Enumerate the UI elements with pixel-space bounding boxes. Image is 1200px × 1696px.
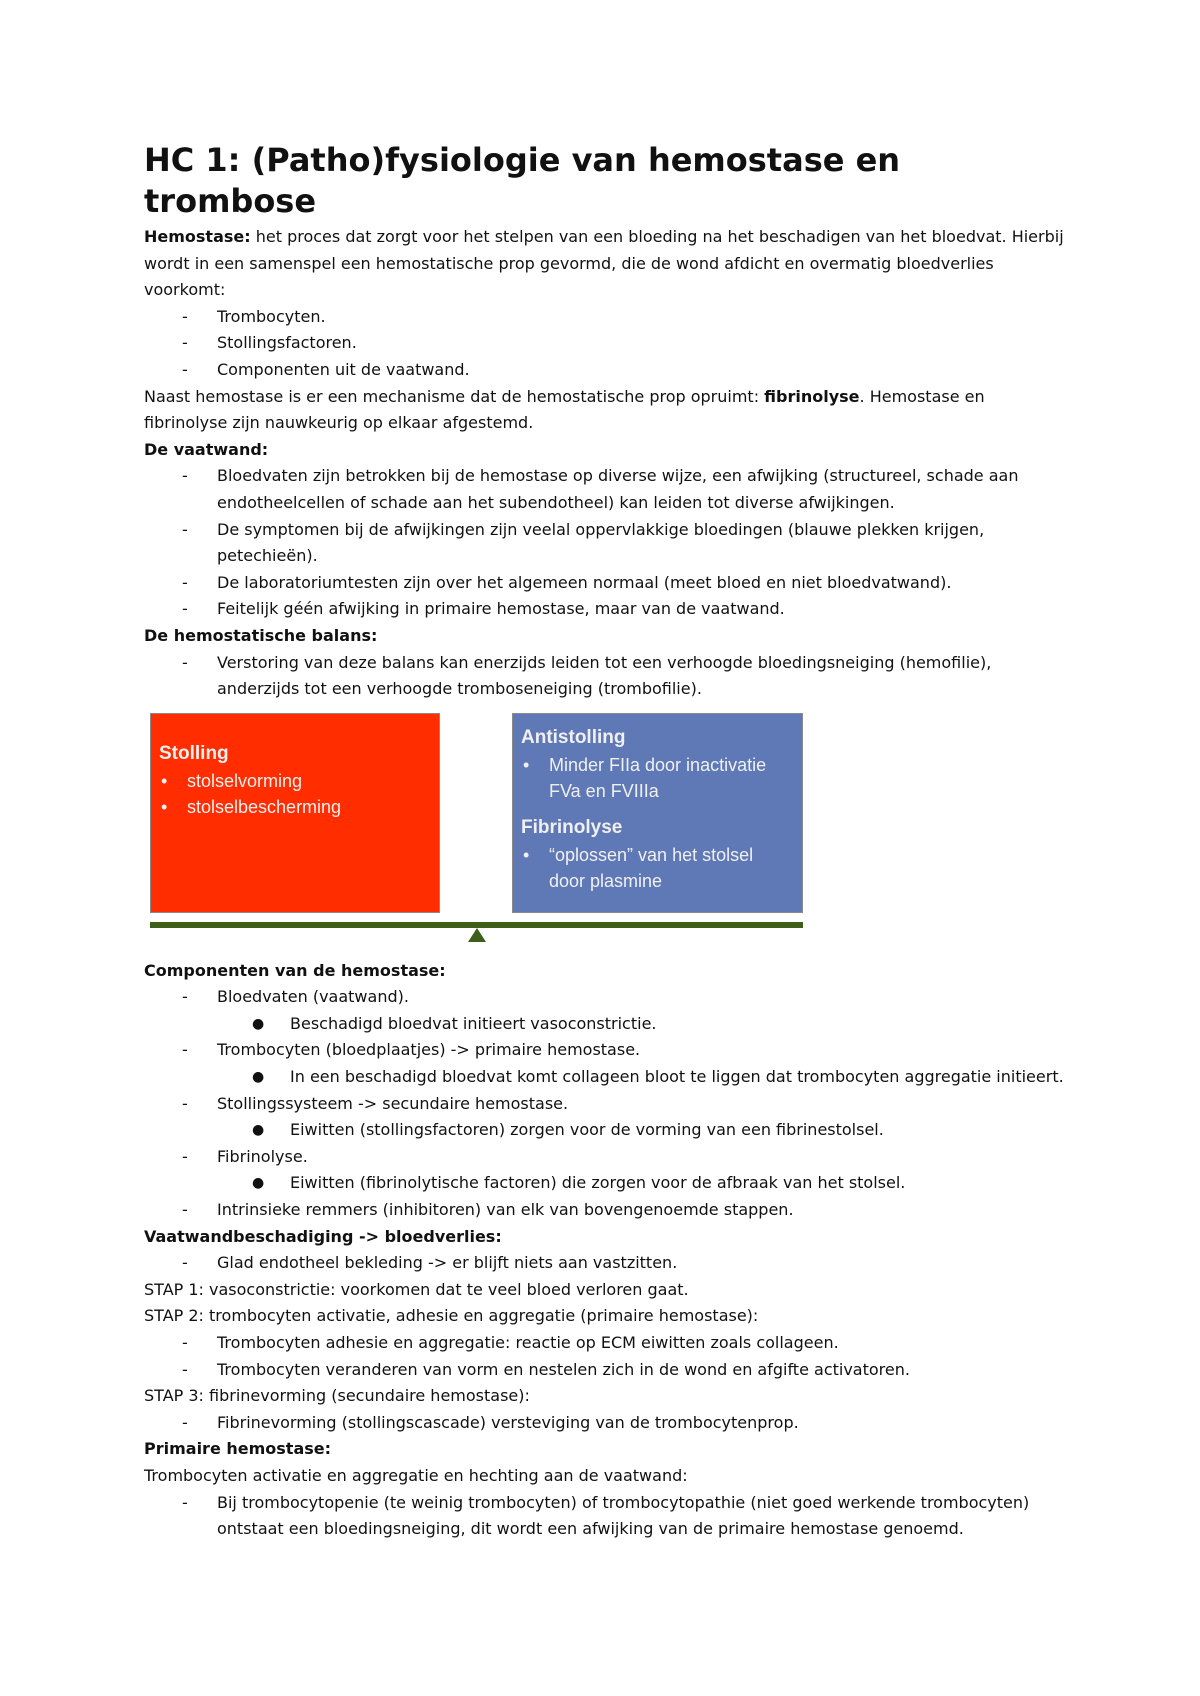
- balance-fulcrum-icon: [468, 928, 486, 942]
- list-item: - Bij trombocytopenie (te weinig trombocyten) of trombocytopathie (niet goed werkende trombocyten) ontstaat een bloedingsneiging, dit wordt een afwijking van de primaire hemostase genoemd.: [182, 1492, 1030, 1539]
- list-item-text: Fibrinevorming (stollingscascade) versteviging van de trombocytenprop.: [217, 1412, 799, 1432]
- sub-list-item: ● Eiwitten (stollingsfactoren) zorgen voor de vorming van een fibrinestolsel.: [252, 1120, 884, 1140]
- document-body: [144, 140, 1064, 1543]
- fibrinolysis-post: . Hemostase en fibrinolyse zijn nauwkeurig op elkaar afgestemd.: [144, 386, 985, 433]
- intro-paragraph: [144, 224, 1064, 304]
- section-heading-balans: De hemostatische balans:: [144, 625, 378, 645]
- stap-1: STAP 1: vasoconstrictie: voorkomen dat te veel bloed verloren gaat.: [144, 1279, 689, 1299]
- section-heading-vaatwand: De vaatwand:: [144, 439, 269, 459]
- stolling-bullet: • stolselvorming: [161, 770, 303, 791]
- fibrinolysis-term: fibrinolyse: [764, 386, 860, 406]
- list-item-text: Trombocyten adhesie en aggregatie: reactie op ECM eiwitten zoals collageen.: [217, 1333, 839, 1352]
- list-item: - Bloedvaten zijn betrokken bij de hemostase op diverse wijze, een afwijking (structureel, schade aan endotheelcellen of schade aan het subendotheel) kan leiden tot diverse afwijkingen.: [182, 466, 1019, 512]
- list-item-text: Verstoring van deze balans kan enerzijds leiden tot een verhoogde bloedingsneiging (hemofilie), anderzijds tot een verhoogde tromboseneiging (trombofilie).: [217, 652, 992, 699]
- list-item-text: Bloedvaten zijn betrokken bij de hemostase op diverse wijze, een afwijking (structureel, schade aan endotheelcellen of schade aan het subendotheel) kan leiden tot diverse afwijkingen.: [217, 466, 1019, 512]
- list-item: - Componenten uit de vaatwand.: [182, 359, 470, 379]
- list-item-text: Trombocyten (bloedplaatjes) -> primaire hemostase.: [217, 1040, 641, 1060]
- list-item: - De symptomen bij de afwijkingen zijn veelal oppervlakkige bloedingen (blauwe plekken krijgen, petechieën).: [182, 519, 985, 566]
- list-item-text: Fibrinolyse.: [217, 1146, 308, 1166]
- list-item-text: De laboratoriumtesten zijn over het algemeen normaal (meet bloed en niet bloedvatwand).: [217, 572, 952, 592]
- list-item: - Verstoring van deze balans kan enerzijds leiden tot een verhoogde bloedingsneiging (hemofilie), anderzijds tot een verhoogde tromboseneiging (trombofilie).: [182, 652, 992, 699]
- fibrinolysis-pre: Naast hemostase is er een mechanisme dat de hemostatische prop opruimt:: [144, 386, 765, 406]
- list-item: - Trombocyten.: [182, 306, 326, 326]
- list-item: - Trombocyten adhesie en aggregatie: reactie op ECM eiwitten zoals collageen.: [182, 1333, 839, 1352]
- stolling-heading: Stolling: [159, 742, 229, 764]
- list-item-text: Feitelijk géén afwijking in primaire hemostase, maar van de vaatwand.: [217, 599, 785, 619]
- list-item-text: Glad endotheel bekleding -> er blijft niets aan vastzitten.: [217, 1253, 678, 1273]
- list-item: - Feitelijk géén afwijking in primaire hemostase, maar van de vaatwand.: [182, 599, 785, 619]
- sub-list-item: ● In een beschadigd bloedvat komt collageen bloot te liggen dat trombocyten aggregatie initieert.: [252, 1067, 1064, 1087]
- sub-list-item: ● Beschadigd bloedvat initieert vasoconstrictie.: [252, 1013, 657, 1033]
- list-item: - De laboratoriumtesten zijn over het algemeen normaal (meet bloed en niet bloedvatwand).: [182, 572, 952, 592]
- sub-list-item-text: Beschadigd bloedvat initieert vasoconstrictie.: [290, 1013, 657, 1033]
- fibrinolyse-heading: Fibrinolyse: [521, 816, 623, 838]
- section-heading-primaire: Primaire hemostase:: [144, 1439, 332, 1459]
- stolling-box: [150, 713, 440, 913]
- list-item-text: De symptomen bij de afwijkingen zijn veelal oppervlakkige bloedingen (blauwe plekken krijgen, petechieën).: [217, 519, 985, 566]
- sub-list-item: ● Eiwitten (fibrinolytische factoren) die zorgen voor de afbraak van het stolsel.: [252, 1173, 906, 1193]
- list-item-text: Stollingsfactoren.: [217, 333, 357, 353]
- hemostatic-balance-diagram: [144, 709, 1064, 954]
- intro-term: Hemostase:: [144, 227, 251, 246]
- antistolling-box: [512, 713, 803, 913]
- stolling-bullet-text: stolselbescherming: [187, 796, 342, 817]
- fibrinolyse-bullet: • “oplossen” van het stolsel door plasmine: [523, 844, 754, 891]
- sub-list-item-text: Eiwitten (fibrinolytische factoren) die zorgen voor de afbraak van het stolsel.: [290, 1173, 906, 1193]
- sub-list-item-text: Eiwitten (stollingsfactoren) zorgen voor de vorming van een fibrinestolsel.: [290, 1120, 884, 1140]
- list-item: - Glad endotheel bekleding -> er blijft niets aan vastzitten.: [182, 1253, 678, 1273]
- list-item: - Fibrinolyse.: [182, 1146, 308, 1166]
- stap-3: STAP 3: fibrinevorming (secundaire hemostase):: [144, 1386, 530, 1406]
- section-heading-componenten: Componenten van de hemostase:: [144, 960, 446, 980]
- fibrinolyse-bullet-text: “oplossen” van het stolsel door plasmine: [549, 844, 754, 891]
- list-item: - Stollingssysteem -> secundaire hemostase.: [182, 1093, 569, 1113]
- page-title: HC 1: (Patho)fysiologie van hemostase en trombose: [144, 141, 901, 220]
- stolling-bullet: • stolselbescherming: [161, 796, 342, 817]
- list-item: - Trombocyten (bloedplaatjes) -> primaire hemostase.: [182, 1040, 641, 1060]
- list-item-text: Trombocyten.: [217, 306, 326, 326]
- list-item: - Intrinsieke remmers (inhibitoren) van elk van bovengenoemde stappen.: [182, 1200, 794, 1220]
- list-item-text: Bij trombocytopenie (te weinig trombocyten) of trombocytopathie (niet goed werkende trombocyten) ontstaat een bloedingsneiging, dit wordt een afwijking van de primaire hemostase genoemd.: [217, 1492, 1030, 1539]
- sub-list-item-text: In een beschadigd bloedvat komt collageen bloot te liggen dat trombocyten aggregatie initieert.: [290, 1067, 1064, 1087]
- stolling-bullet-text: stolselvorming: [187, 770, 303, 791]
- list-item-text: Stollingssysteem -> secundaire hemostase.: [217, 1093, 569, 1113]
- list-item: - Bloedvaten (vaatwand).: [182, 987, 409, 1007]
- antistolling-bullet-text: Minder FIIa door inactivatie FVa en FVIIIa: [549, 754, 767, 801]
- list-item-text: Intrinsieke remmers (inhibitoren) van elk van bovengenoemde stappen.: [217, 1200, 794, 1220]
- stap-2: STAP 2: trombocyten activatie, adhesie en aggregatie (primaire hemostase):: [144, 1306, 759, 1326]
- list-item: - Trombocyten veranderen van vorm en nestelen zich in de wond en afgifte activatoren.: [182, 1359, 910, 1379]
- primaire-text: Trombocyten activatie en aggregatie en hechting aan de vaatwand:: [144, 1465, 688, 1485]
- list-item-text: Componenten uit de vaatwand.: [217, 359, 470, 379]
- intro-text: het proces dat zorgt voor het stelpen van een bloeding na het beschadigen van het bloedvat. Hierbij wordt in een samenspel een hemostatische prop gevormd, die de wond afdicht en overmatig bloedverlies voorkomt:: [144, 227, 1064, 300]
- list-item-text: Bloedvaten (vaatwand).: [217, 987, 409, 1007]
- fibrinolysis-paragraph: [144, 384, 1064, 437]
- list-item: - Stollingsfactoren.: [182, 333, 357, 353]
- list-item-text: Trombocyten veranderen van vorm en nestelen zich in de wond en afgifte activatoren.: [217, 1359, 910, 1379]
- antistolling-heading: Antistolling: [521, 726, 626, 748]
- section-heading-vaatwandbeschadiging: Vaatwandbeschadiging -> bloedverlies:: [144, 1226, 502, 1246]
- antistolling-bullet: • Minder FIIa door inactivatie FVa en FVIIIa: [523, 754, 767, 801]
- list-item: - Fibrinevorming (stollingscascade) versteviging van de trombocytenprop.: [182, 1412, 799, 1432]
